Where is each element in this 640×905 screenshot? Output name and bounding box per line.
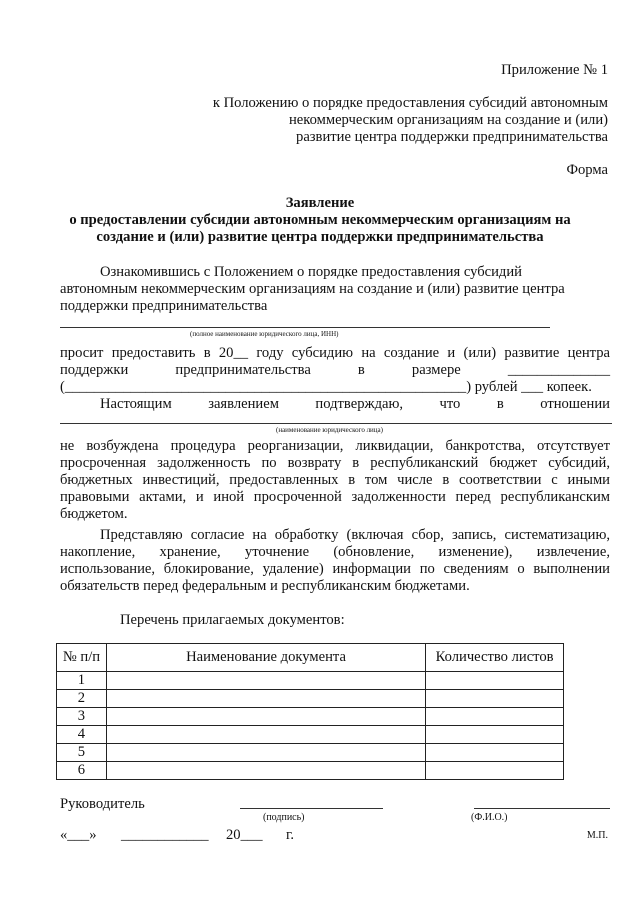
header-doc-name: Наименование документа [106,644,425,672]
confirm-word-6: отношении [540,396,610,412]
title-line-1: Заявление [285,195,355,211]
confirm-word-3: подтверждаю, [315,396,404,412]
table-row [57,726,564,744]
doc-name-cell[interactable] [106,690,425,708]
fio-caption: (Ф.И.О.) [471,812,508,823]
header-sheet-count: Количество листов [426,644,564,672]
request-word-4: размере [411,362,461,378]
request-line-1: просит предоставить в 20__ году субсидию на создание и (или) развитие центра [60,345,610,361]
sheet-count-cell[interactable] [426,708,564,726]
table-row [57,744,564,762]
head-label: Руководитель [60,796,145,812]
request-word-2: предпринимательства [175,362,311,378]
date-month: ____________ [121,827,209,843]
row-number: 4 [57,726,107,744]
confirm-line-6: бюджетом. [60,506,128,522]
date-year: 20___ [226,827,263,843]
org-name-caption: (полное наименование юридического лица, ИНН) [190,330,339,338]
doc-name-cell[interactable] [106,726,425,744]
confirm-line-2: не возбуждена процедура реорганизации, ликвидации, банкротства, отсутствует [60,438,610,454]
consent-line-1: Представляю согласие на обработку (включая сбор, запись, систематизацию, [100,527,610,543]
row-number: 6 [57,762,107,780]
doc-name-cell[interactable] [106,762,425,780]
table-row [57,690,564,708]
confirm-word-5: в [496,396,504,412]
row-number: 1 [57,672,107,690]
intro-line-3: поддержки предпринимательства [60,298,268,314]
request-line-2 [60,362,610,379]
confirm-line-5: правовыми актами, и иной просроченной задолженности перед республиканским [60,489,610,505]
table-row [57,762,564,780]
sheet-count-cell[interactable] [426,726,564,744]
confirm-line-3: просроченная задолженность по возврату в республиканский бюджет субсидий, [60,455,610,471]
org-name-line [60,327,550,328]
confirm-word-2: заявлением [208,396,279,412]
docs-list-title: Перечень прилагаемых документов: [120,612,345,628]
signature-line[interactable] [240,808,383,809]
confirm-word-1: Настоящим [100,396,172,412]
row-number: 2 [57,690,107,708]
doc-name-cell[interactable] [106,672,425,690]
sheet-count-cell[interactable] [426,690,564,708]
date-year-suffix: г. [286,827,294,843]
request-word-1: поддержки [60,362,129,378]
header-number: № п/п [57,644,107,672]
title-line-2: о предоставлении субсидии автономным некоммерческим организациям на [69,212,571,228]
intro-line-2: автономным некоммерческим организациям на создание и (или) развитие центра [60,281,565,297]
confirm-line-1 [100,396,610,413]
request-line-3: (_______________________________________________________) рублей ___ копеек. [60,379,592,395]
consent-line-4: обязательств перед федеральным и республиканским бюджетами. [60,578,470,594]
doc-name-cell[interactable] [106,744,425,762]
header-line-1: к Положению о порядке предоставления субсидий автономным [212,95,608,111]
appendix-number: Приложение № 1 [501,62,608,78]
fio-line[interactable] [474,808,610,809]
consent-line-2: накопление, хранение, уточнение (обновление, изменение), извлечение, [60,544,610,560]
row-number: 5 [57,744,107,762]
confirm-word-4: что [439,396,461,412]
confirm-line-4: бюджетных инвестиций, предоставленных в том числе в соответствии с иными [60,472,610,488]
row-number: 3 [57,708,107,726]
header-line-3: развитие центра поддержки предпринимательства [296,129,608,145]
form-label: Форма [566,162,608,178]
sheet-count-cell[interactable] [426,744,564,762]
header-line-2: некоммерческим организациям на создание и (или) [288,112,608,128]
sheet-count-cell[interactable] [426,672,564,690]
org-name-line-2 [60,423,612,424]
consent-line-3: использование, блокирование, удаление) информации по сведениям о выполнении [60,561,610,577]
date-day: «___» [60,827,97,843]
amount-blank: ______________ [507,362,610,378]
table-row [57,672,564,690]
stamp-label: М.П. [586,830,608,841]
doc-name-cell[interactable] [106,708,425,726]
intro-line-1: Ознакомившись с Положением о порядке предоставления субсидий [100,264,522,280]
table-header-row [57,644,564,672]
signature-caption: (подпись) [263,812,305,823]
table-row [57,708,564,726]
request-word-3: в [357,362,365,378]
org-name-caption-2: (наименование юридического лица) [276,426,383,434]
documents-table [56,643,564,780]
title-line-3: создание и (или) развитие центра поддержки предпринимательства [96,229,544,245]
sheet-count-cell[interactable] [426,762,564,780]
